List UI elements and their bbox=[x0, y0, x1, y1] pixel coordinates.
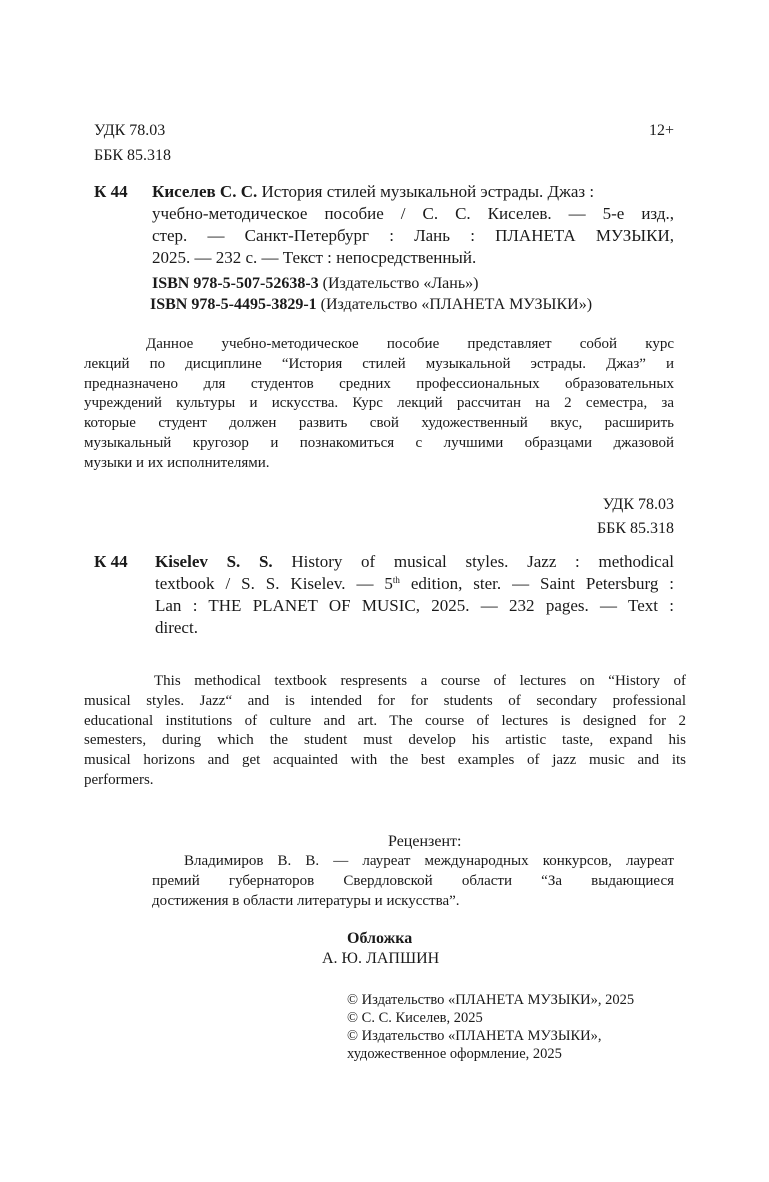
copyright-line: © Издательство «ПЛАНЕТА МУЗЫКИ», bbox=[347, 1028, 602, 1044]
abstract-line: This methodical textbook respresents a course of lectures on “History of bbox=[154, 673, 686, 689]
en-author-name: Kiselev S. S. bbox=[155, 552, 273, 571]
reviewer-block bbox=[152, 852, 674, 911]
bbk-code: ББК 85.318 bbox=[94, 147, 172, 164]
author-sign: К 44 bbox=[94, 182, 128, 201]
isbn-publisher: (Издательство «ПЛАНЕТА МУЗЫКИ») bbox=[320, 296, 593, 313]
biblio-line: Lan : THE PLANET OF MUSIC, 2025. — 232 pages. — Text : bbox=[155, 596, 674, 615]
reviewer-heading: Рецензент: bbox=[388, 833, 462, 850]
biblio-text: edition, ster. — Saint Petersburg : bbox=[399, 574, 674, 593]
abstract-line: educational institutions of culture and art. The course of lectures is designed for 2 bbox=[84, 712, 686, 729]
abstract-line: musical horizons and get acquainted with the best examples of jazz music and its bbox=[84, 752, 686, 769]
isbn-planeta bbox=[150, 294, 592, 315]
reviewer-line: Владимиров В. В. — лауреат международных конкурсов, лауреат bbox=[184, 853, 674, 869]
abstract-line: Данное учебно-методическое пособие представляет собой курс bbox=[146, 336, 674, 352]
reviewer-line: достижения в области литературы и искусства”. bbox=[152, 892, 460, 909]
biblio-line: учебно-методическое пособие / С. С. Киселев. — 5-е изд., bbox=[152, 204, 674, 223]
abstract-line: performers. bbox=[84, 771, 154, 788]
author-name: Киселев С. С. bbox=[152, 182, 258, 201]
udk-code: УДК 78.03 bbox=[94, 122, 166, 139]
abstract-line: которые студент должен развить свой художественный вкус, расширить bbox=[84, 415, 674, 432]
biblio-line: 2025. — 232 с. — Текст : непосредственный. bbox=[152, 248, 477, 267]
age-rating: 12+ bbox=[648, 122, 674, 139]
biblio-text: textbook / S. S. Kiselev. — 5 bbox=[155, 574, 393, 593]
isbn-number: ISBN 978-5-4495-3829-1 bbox=[150, 296, 317, 313]
biblio-line: стер. — Санкт-Петербург : Лань : ПЛАНЕТА МУЗЫКИ, bbox=[152, 226, 674, 245]
ru-abstract bbox=[84, 335, 674, 474]
biblio-line: direct. bbox=[155, 618, 198, 637]
isbn-number: ISBN 978-5-507-52638-3 bbox=[152, 275, 319, 292]
copyright-block bbox=[347, 991, 634, 1063]
biblio-text: History of musical styles. Jazz : methodical bbox=[291, 552, 674, 571]
copyright-line: художественное оформление, 2025 bbox=[347, 1046, 562, 1062]
abstract-line: учреждений культуры и искусства. Курс лекций рассчитан на 2 семестра, за bbox=[84, 395, 674, 412]
reviewer-line: премий губернаторов Свердловской области “За выдающиеся bbox=[152, 872, 674, 889]
abstract-line: музыкальный кругозор и познакомиться с лучшими образцами джазовой bbox=[84, 434, 674, 451]
en-author-sign: К 44 bbox=[94, 552, 128, 571]
biblio-line: История стилей музыкальной эстрады. Джаз : bbox=[261, 182, 595, 201]
biblio-line bbox=[155, 573, 674, 595]
abstract-line: предназначено для студентов средних профессиональных образовательных bbox=[84, 375, 674, 392]
en-bbk-code: ББК 85.318 bbox=[596, 520, 674, 537]
abstract-line: лекций по дисциплине “История стилей музыкальной эстрады. Джаз” и bbox=[84, 355, 674, 372]
copyright-line: © С. С. Киселев, 2025 bbox=[347, 1010, 483, 1026]
ru-bibliographic-record bbox=[152, 181, 674, 269]
isbn-lan bbox=[152, 273, 478, 294]
en-udk-code: УДК 78.03 bbox=[602, 496, 674, 513]
abstract-line: музыки и их исполнителями. bbox=[84, 454, 270, 471]
biblio-line bbox=[155, 551, 674, 573]
en-bibliographic-record bbox=[155, 551, 674, 639]
edition-superscript: th bbox=[392, 575, 400, 585]
cover-heading: Обложка bbox=[347, 930, 413, 947]
en-abstract bbox=[84, 672, 686, 791]
copyright-line: © Издательство «ПЛАНЕТА МУЗЫКИ», 2025 bbox=[347, 992, 635, 1008]
abstract-line: semesters, during which the student must develop his artistic taste, expand his bbox=[84, 732, 686, 749]
cover-artist: А. Ю. ЛАПШИН bbox=[322, 950, 440, 967]
abstract-line: musical styles. Jazz“ and is intended for for students of secondary professional bbox=[84, 692, 686, 709]
isbn-publisher: (Издательство «Лань») bbox=[322, 275, 479, 292]
